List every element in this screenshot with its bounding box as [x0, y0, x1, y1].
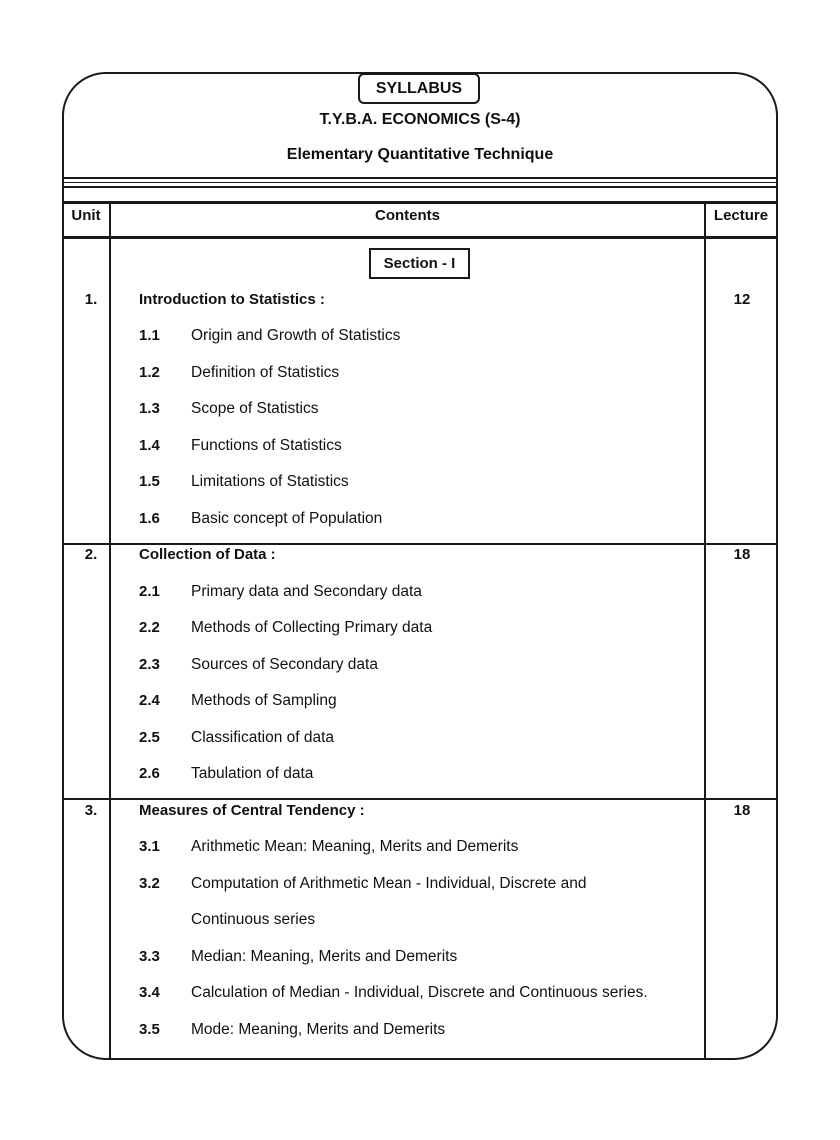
column-header-contents: Contents	[375, 207, 440, 224]
topic-number: 1.2	[139, 364, 160, 381]
lecture-count: 12	[733, 291, 751, 308]
lecture-count: 18	[733, 802, 751, 819]
header-divider-1	[62, 177, 778, 179]
topic-text: Origin and Growth of Statistics	[191, 327, 401, 344]
table-top-rule	[62, 201, 778, 204]
header-divider-3	[62, 186, 778, 188]
table-header-rule	[62, 236, 778, 239]
topic-text: Primary data and Secondary data	[191, 583, 422, 600]
unit-column-rule	[109, 201, 111, 1060]
subject-title: Elementary Quantitative Technique	[286, 146, 554, 163]
topic-text: Median: Meaning, Merits and Demerits	[191, 948, 458, 965]
unit-number: 2.	[84, 546, 98, 563]
topic-text: Basic concept of Population	[191, 510, 383, 527]
topic-number: 1.6	[139, 510, 160, 527]
lecture-count: 18	[733, 546, 751, 563]
topic-number: 3.5	[139, 1021, 160, 1038]
topic-number: 1.5	[139, 473, 160, 490]
topic-number: 2.1	[139, 583, 160, 600]
topic-text: Scope of Statistics	[191, 400, 319, 417]
topic-number: 2.4	[139, 692, 160, 709]
topic-text: Definition of Statistics	[191, 364, 340, 381]
topic-text: Calculation of Median - Individual, Discrete and Continuous series.	[191, 984, 648, 1001]
column-header-lecture: Lecture	[713, 207, 769, 224]
topic-text: Sources of Secondary data	[191, 656, 378, 673]
unit-number: 3.	[84, 802, 98, 819]
topic-number: 2.5	[139, 729, 160, 746]
topic-number: 1.4	[139, 437, 160, 454]
topic-text-continuation: Continuous series	[191, 911, 316, 928]
topic-number: 3.2	[139, 875, 160, 892]
topic-text: Arithmetic Mean: Meaning, Merits and Demerits	[191, 838, 519, 855]
lecture-column-rule	[704, 201, 706, 1060]
topic-text: Mode: Meaning, Merits and Demerits	[191, 1021, 446, 1038]
topic-number: 2.2	[139, 619, 160, 636]
unit-divider-1	[62, 543, 778, 545]
topic-text: Methods of Sampling	[191, 692, 337, 709]
topic-number: 3.1	[139, 838, 160, 855]
topic-text: Computation of Arithmetic Mean - Individual, Discrete and	[191, 875, 587, 892]
unit-title: Collection of Data :	[139, 546, 276, 563]
header-divider-2	[62, 182, 778, 183]
course-title: T.Y.B.A. ECONOMICS (S-4)	[319, 111, 521, 128]
unit-divider-2	[62, 798, 778, 800]
section-label: Section - I	[369, 248, 470, 279]
topic-number: 1.1	[139, 327, 160, 344]
topic-text: Methods of Collecting Primary data	[191, 619, 433, 636]
topic-text: Classification of data	[191, 729, 335, 746]
syllabus-title-box: SYLLABUS	[358, 73, 480, 104]
topic-number: 2.6	[139, 765, 160, 782]
topic-text: Tabulation of data	[191, 765, 314, 782]
topic-number: 2.3	[139, 656, 160, 673]
unit-title: Measures of Central Tendency :	[139, 802, 365, 819]
column-header-unit: Unit	[71, 207, 101, 224]
unit-title: Introduction to Statistics :	[139, 291, 325, 308]
topic-number: 1.3	[139, 400, 160, 417]
unit-number: 1.	[84, 291, 98, 308]
topic-text: Functions of Statistics	[191, 437, 342, 454]
topic-number: 3.3	[139, 948, 160, 965]
topic-number: 3.4	[139, 984, 160, 1001]
topic-text: Limitations of Statistics	[191, 473, 349, 490]
